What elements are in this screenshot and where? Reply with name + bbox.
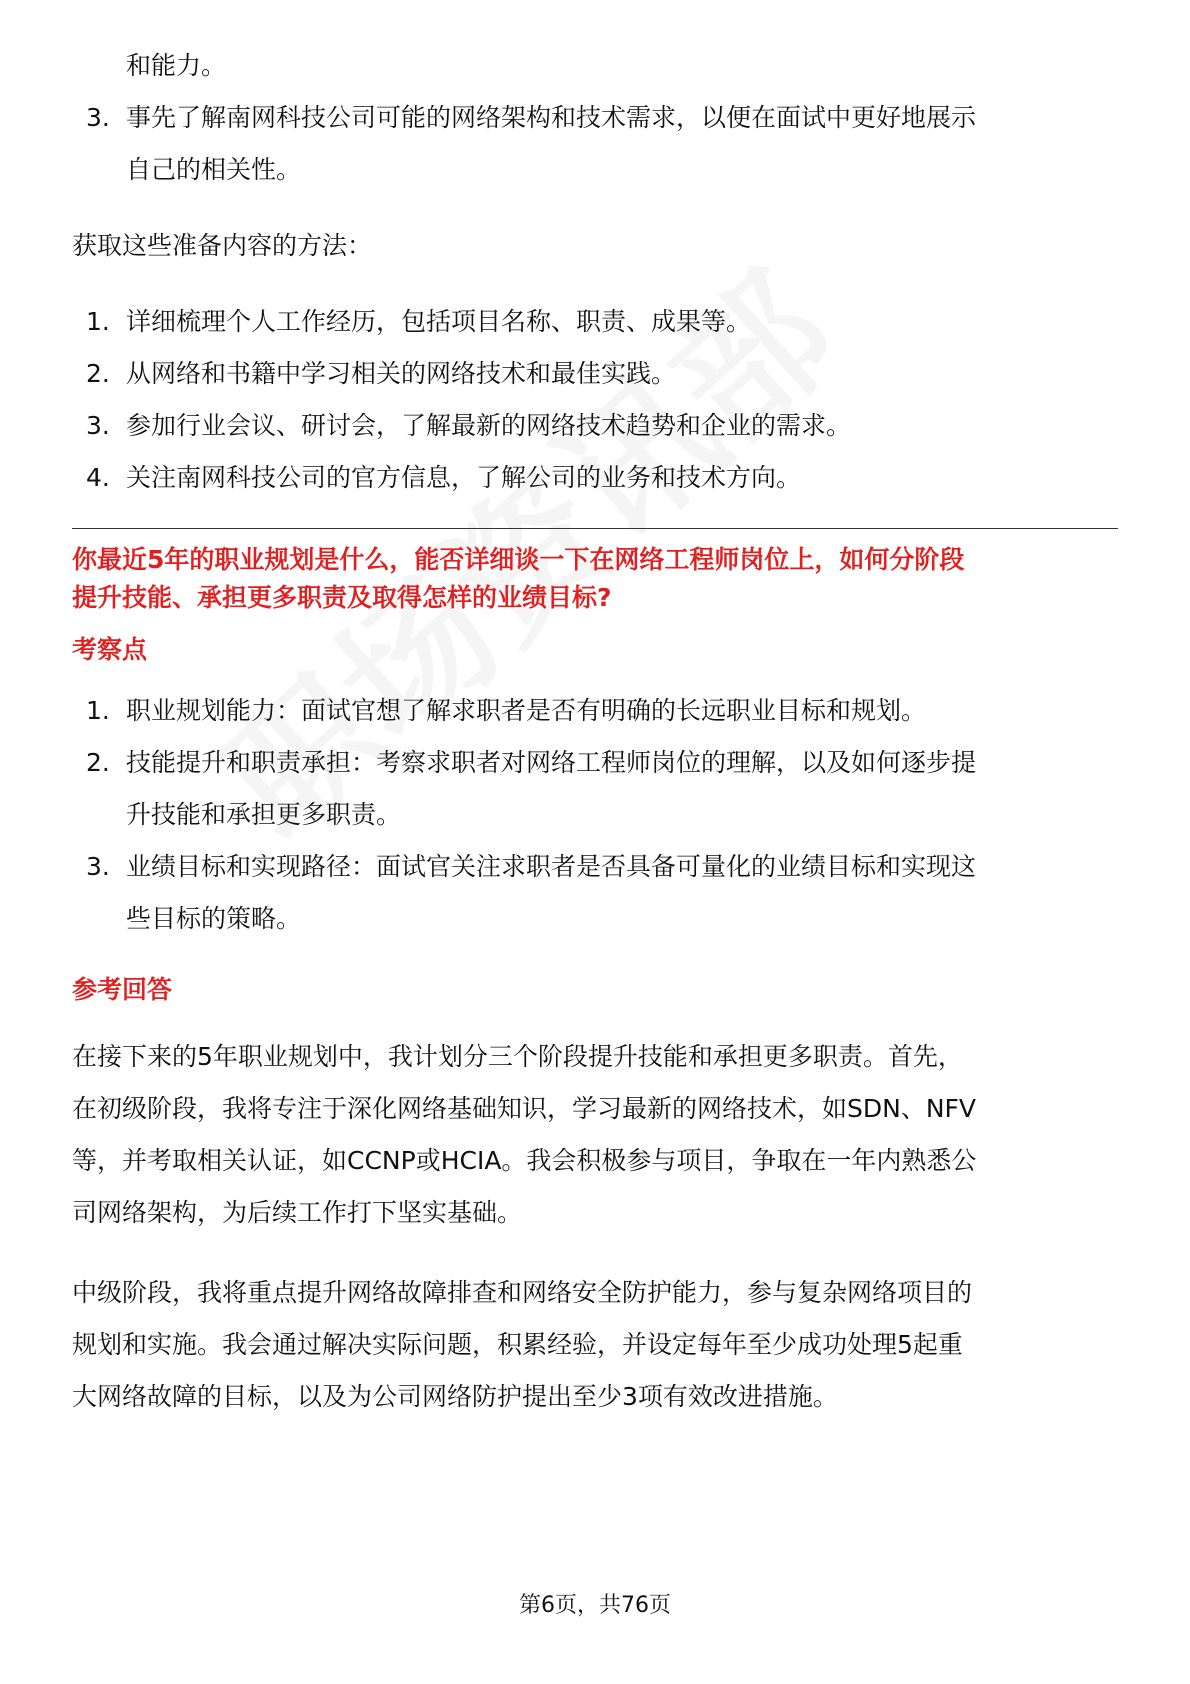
- list-text: 从网络和书籍中学习相关的网络技术和最佳实践。: [126, 359, 677, 388]
- list-text: 事先了解南网科技公司可能的网络架构和技术需求，以便在面试中更好地展示: [126, 103, 977, 132]
- list-item: [72, 400, 1118, 452]
- list-number: 2.: [86, 748, 110, 777]
- focus-list: [72, 685, 1118, 945]
- list-item: [72, 841, 1118, 945]
- list-text: 自己的相关性。: [126, 155, 302, 184]
- list-text: 关注南网科技公司的官方信息，了解公司的业务和技术方向。: [126, 463, 802, 492]
- list-item: [72, 348, 1118, 400]
- continuation-line: 和能力。: [126, 51, 227, 80]
- list-number: 3.: [86, 411, 110, 440]
- answer-line: 在初级阶段，我将专注于深化网络基础知识，学习最新的网络技术，如SDN、NFV: [72, 1094, 977, 1123]
- list-text: 业绩目标和实现路径：面试官关注求职者是否具备可量化的业绩目标和实现这: [126, 852, 977, 881]
- answer-paragraph: [72, 1031, 1118, 1239]
- list-item: [72, 452, 1118, 504]
- methods-list: [72, 296, 1118, 504]
- answer-line: 规划和实施。我会通过解决实际问题，积累经验，并设定每年至少成功处理5起重: [72, 1330, 963, 1359]
- answer-paragraph: [72, 1267, 1118, 1423]
- list-item: [72, 296, 1118, 348]
- list-number: 1.: [86, 307, 110, 336]
- list-number: 2.: [86, 359, 110, 388]
- answer-line: 司网络架构，为后续工作打下坚实基础。: [72, 1198, 523, 1227]
- list-number: 3.: [86, 103, 110, 132]
- list-item: [72, 737, 1118, 841]
- answer-line: 大网络故障的目标，以及为公司网络防护提出至少3项有效改进措施。: [72, 1382, 838, 1411]
- page-content: [72, 40, 1118, 1423]
- list-text: 些目标的策略。: [126, 904, 302, 933]
- methods-heading: 获取这些准备内容的方法：: [72, 231, 373, 260]
- list-number: 1.: [86, 696, 110, 725]
- page-footer: 第6页，共76页: [519, 1593, 671, 1618]
- list-text: 详细梳理个人工作经历，包括项目名称、职责、成果等。: [126, 307, 752, 336]
- list-text: 职业规划能力：面试官想了解求职者是否有明确的长远职业目标和规划。: [126, 696, 927, 725]
- question-line: 提升技能、承担更多职责及取得怎样的业绩目标?: [72, 583, 612, 612]
- focus-label: 考察点: [72, 635, 148, 664]
- answer-label: 参考回答: [72, 975, 173, 1004]
- section-divider: [72, 528, 1118, 529]
- list-text: 升技能和承担更多职责。: [126, 800, 402, 829]
- question-line: 你最近5年的职业规划是什么，能否详细谈一下在网络工程师岗位上，如何分阶段: [72, 545, 965, 574]
- list-number: 4.: [86, 463, 110, 492]
- list-number: 3.: [86, 852, 110, 881]
- prev-list: [72, 92, 1118, 196]
- list-item: [72, 685, 1118, 737]
- answer-line: 中级阶段，我将重点提升网络故障排查和网络安全防护能力，参与复杂网络项目的: [72, 1278, 973, 1307]
- answer-line: 在接下来的5年职业规划中，我计划分三个阶段提升技能和承担更多职责。首先，: [72, 1042, 963, 1071]
- list-item: [72, 92, 1118, 196]
- list-text: 技能提升和职责承担：考察求职者对网络工程师岗位的理解，以及如何逐步提: [126, 748, 977, 777]
- interview-question: [72, 541, 1118, 617]
- answer-line: 等，并考取相关认证，如CCNP或HCIA。我会积极参与项目，争取在一年内熟悉公: [72, 1146, 977, 1175]
- list-text: 参加行业会议、研讨会，了解最新的网络技术趋势和企业的需求。: [126, 411, 852, 440]
